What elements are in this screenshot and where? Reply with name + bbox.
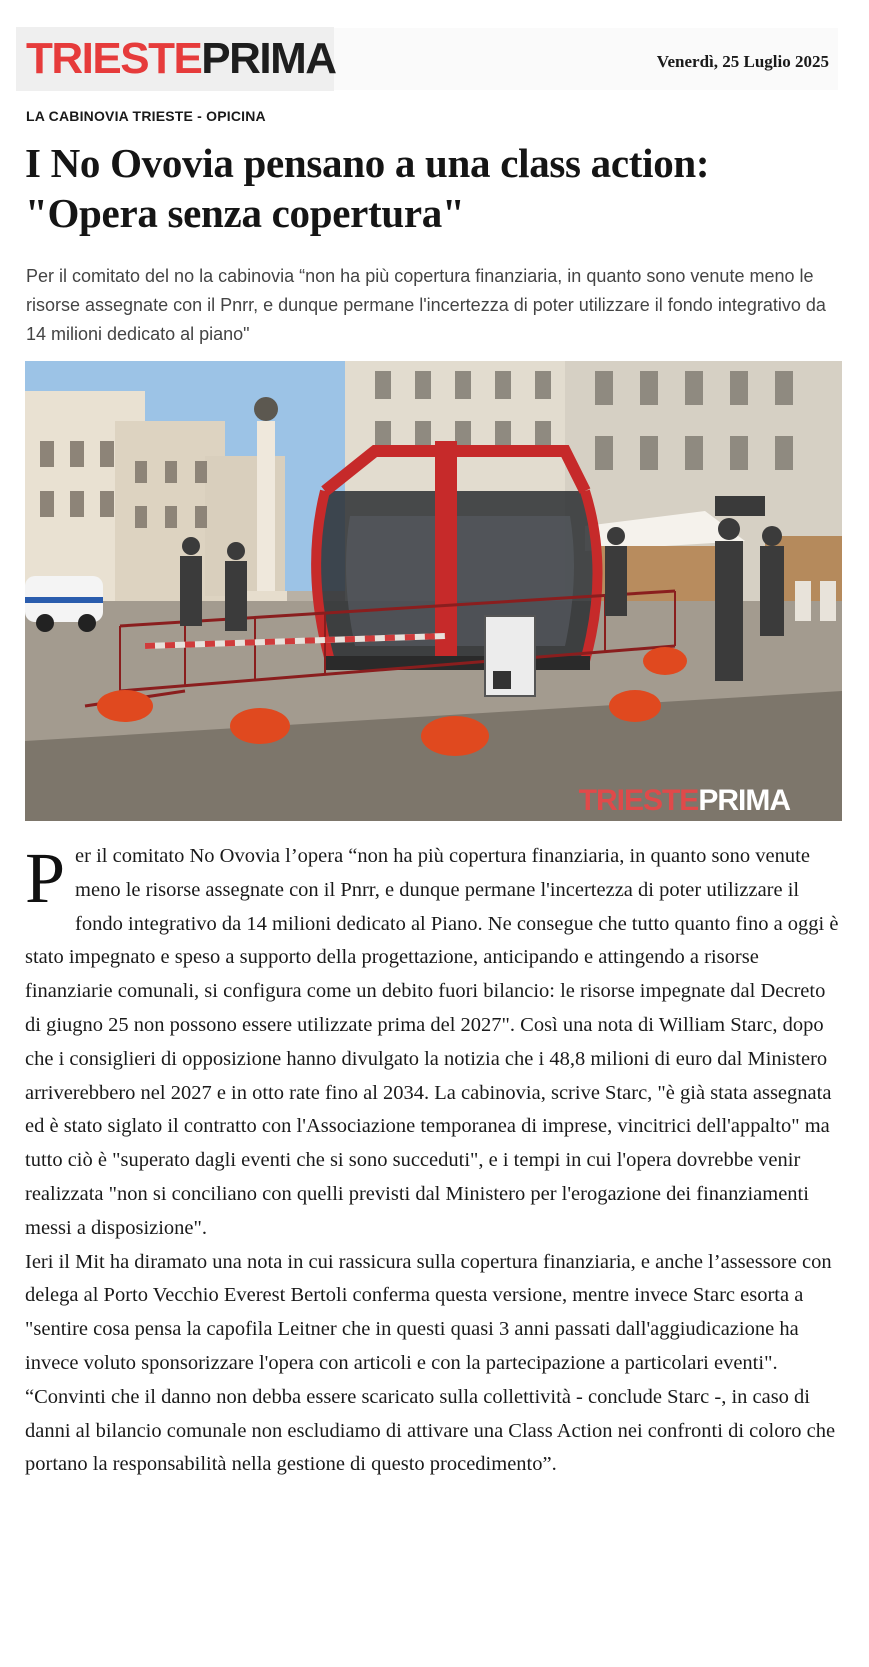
paragraph-1-text: er il comitato No Ovovia l’opera “non ha più copertura finanziaria, in quanto sono venute meno le risorse assegnate con il Pnrr, e dunque permane l'incertezza di poter utilizzare il fondo integrativo da 14 milioni dedicato al Piano. Ne consegue che tutto quanto fino a oggi è stato impegnato e speso a supporto della progettazione, anticipando e attingendo a risorse finanziarie comunali, si configura come un debito fuori bilancio: le risorse impegnate dal Decreto di giugno 25 non possono essere utilizzate prima del 2027". Così una nota di William Starc, dopo che i consiglieri di opposizione hanno divulgato la notizia che i 48,8 milioni di euro dal Ministero arriverebbero nel 2027 e in otto rate fino al 2034. La cabinovia, scrive Starc, "è già stata assegnata ed è stato siglato il contratto con l'Associazione temporanea di imprese, vincitrici dell'appalto" ma tutto ciò è "superato dagli eventi che si sono succeduti", e i tempi in cui l'opera dovrebbe venir realizzata "non si conciliano con quelli previsti dal Ministero per l'erogazione dei finanziamenti messi a disposizione".	[25, 845, 839, 1239]
article-subtitle: Per il comitato del no la cabinovia “non ha più copertura finanziaria, in quanto sono venute meno le risorse assegnate con il Pnrr, e dunque permane l'incertezza di poter utilizzare il fondo integrativo da 14 milioni dedicato al piano"	[26, 266, 826, 344]
logo-part-trieste: TRIESTE	[26, 34, 202, 83]
photo-watermark	[579, 783, 790, 819]
article-body	[25, 840, 843, 1482]
article-paragraph-1	[25, 840, 843, 1246]
article-photo	[25, 361, 842, 821]
watermark-part-prima: PRIMA	[698, 784, 790, 817]
article-headline: I No Ovovia pensano a una class action: "Opera senza copertura"	[25, 140, 710, 236]
logo-part-prima: PRIMA	[201, 34, 336, 83]
page-date: Venerdì, 25 Luglio 2025	[656, 52, 829, 71]
watermark-part-trieste: TRIESTE	[578, 784, 699, 817]
section-label[interactable]: LA CABINOVIA TRIESTE - OPICINA	[26, 108, 266, 124]
site-logo[interactable]	[16, 27, 334, 91]
cable-car-cabin-photo	[25, 361, 842, 821]
article-paragraph-2: Ieri il Mit ha diramato una nota in cui rassicura sulla copertura finanziaria, e anche l’assessore con delega al Porto Vecchio Everest Bertoli conferma questa versione, mentre invece Starc esorta a "sentire cosa pensa la capofila Leitner che in questi quasi 3 anni passati dall'aggiudicazione ha invece voluto sponsorizzare l'opera con articoli e con la partecipazione a particolari eventi". “Convinti che il danno non debba essere scaricato sulla collettività - conclude Starc -, in caso di danni al bilancio comunale non escludiamo di attivare una Class Action nei confronti di coloro che portano la responsabilità nella gestione di questo procedimento”.	[25, 1250, 836, 1476]
drop-cap: P	[25, 838, 66, 918]
